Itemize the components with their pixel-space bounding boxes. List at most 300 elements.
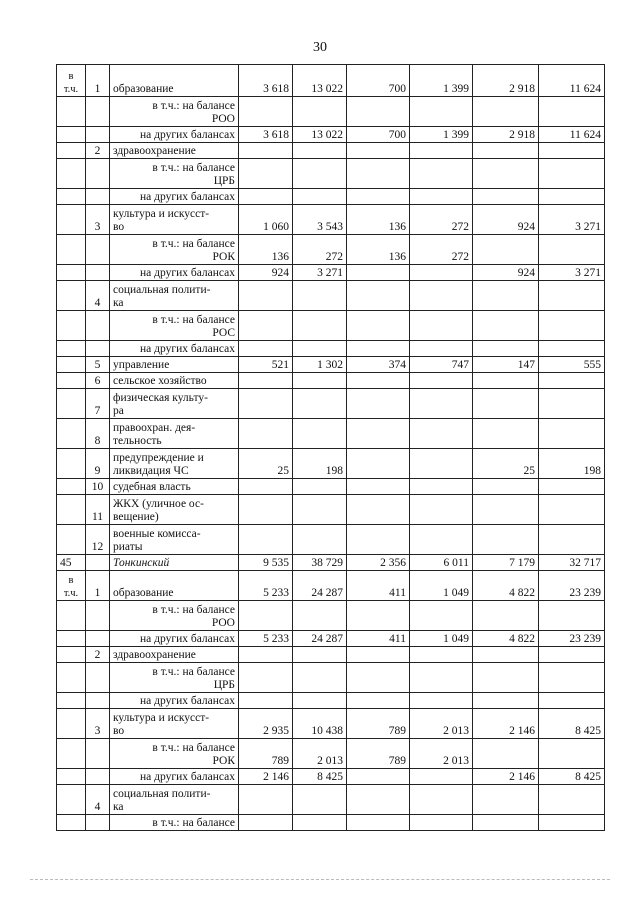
value-cell-2: 38 729 bbox=[293, 555, 347, 571]
value-cell-3: 2 356 bbox=[347, 555, 410, 571]
item-name-cell: здравоохранение bbox=[110, 143, 239, 159]
value-cell-6 bbox=[539, 235, 605, 265]
value-cell-5 bbox=[473, 647, 539, 663]
row-number-cell: 4 bbox=[86, 281, 110, 311]
table-row bbox=[57, 235, 605, 265]
value-cell-6 bbox=[539, 373, 605, 389]
item-name-cell: на других балансах bbox=[110, 341, 239, 357]
value-cell-6 bbox=[539, 495, 605, 525]
value-cell-6 bbox=[539, 601, 605, 631]
row-number-cell: 8 bbox=[86, 419, 110, 449]
table-row bbox=[57, 373, 605, 389]
value-cell-6: 8 425 bbox=[539, 709, 605, 739]
value-cell-6 bbox=[539, 739, 605, 769]
row-number-cell bbox=[86, 265, 110, 281]
item-name-cell: правоохран. дея- тельность bbox=[110, 419, 239, 449]
table-row bbox=[57, 647, 605, 663]
value-cell-5 bbox=[473, 663, 539, 693]
value-cell-5 bbox=[473, 419, 539, 449]
value-cell-6: 555 bbox=[539, 357, 605, 373]
value-cell-1: 5 233 bbox=[239, 571, 293, 601]
row-group-cell: в т.ч. bbox=[57, 65, 86, 97]
value-cell-4 bbox=[410, 601, 473, 631]
value-cell-2 bbox=[293, 419, 347, 449]
value-cell-3 bbox=[347, 479, 410, 495]
row-number-cell: 7 bbox=[86, 389, 110, 419]
value-cell-1 bbox=[239, 189, 293, 205]
value-cell-6 bbox=[539, 815, 605, 831]
value-cell-3 bbox=[347, 341, 410, 357]
value-cell-2 bbox=[293, 341, 347, 357]
value-cell-3 bbox=[347, 495, 410, 525]
item-name-cell: на других балансах bbox=[110, 693, 239, 709]
value-cell-2 bbox=[293, 143, 347, 159]
value-cell-3: 411 bbox=[347, 631, 410, 647]
row-group-cell bbox=[57, 189, 86, 205]
value-cell-1: 5 233 bbox=[239, 631, 293, 647]
value-cell-2: 10 438 bbox=[293, 709, 347, 739]
value-cell-2: 24 287 bbox=[293, 631, 347, 647]
row-number-cell: 2 bbox=[86, 647, 110, 663]
value-cell-2 bbox=[293, 495, 347, 525]
row-number-cell bbox=[86, 631, 110, 647]
table-row bbox=[57, 265, 605, 281]
table-row bbox=[57, 709, 605, 739]
value-cell-2 bbox=[293, 525, 347, 555]
item-name-cell: в т.ч.: на балансе ЦРБ bbox=[110, 159, 239, 189]
value-cell-1 bbox=[239, 525, 293, 555]
row-group-cell bbox=[57, 419, 86, 449]
table-row bbox=[57, 631, 605, 647]
value-cell-3 bbox=[347, 601, 410, 631]
value-cell-3 bbox=[347, 373, 410, 389]
row-group-cell bbox=[57, 709, 86, 739]
item-name-cell: на других балансах bbox=[110, 631, 239, 647]
value-cell-6: 8 425 bbox=[539, 769, 605, 785]
table-row bbox=[57, 281, 605, 311]
value-cell-5 bbox=[473, 693, 539, 709]
value-cell-2 bbox=[293, 693, 347, 709]
value-cell-1 bbox=[239, 341, 293, 357]
row-group-cell bbox=[57, 97, 86, 127]
row-group-cell bbox=[57, 631, 86, 647]
row-number-cell: 1 bbox=[86, 65, 110, 97]
item-name-cell: на других балансах bbox=[110, 189, 239, 205]
value-cell-4 bbox=[410, 663, 473, 693]
table-row bbox=[57, 419, 605, 449]
row-group-cell bbox=[57, 449, 86, 479]
value-cell-6 bbox=[539, 189, 605, 205]
value-cell-3 bbox=[347, 97, 410, 127]
row-group-cell bbox=[57, 647, 86, 663]
value-cell-4: 6 011 bbox=[410, 555, 473, 571]
item-name-cell: образование bbox=[110, 65, 239, 97]
value-cell-3 bbox=[347, 663, 410, 693]
table-row bbox=[57, 525, 605, 555]
row-group-cell bbox=[57, 159, 86, 189]
value-cell-2: 8 425 bbox=[293, 769, 347, 785]
value-cell-4: 1 049 bbox=[410, 631, 473, 647]
value-cell-2: 3 543 bbox=[293, 205, 347, 235]
value-cell-3: 700 bbox=[347, 65, 410, 97]
item-name-cell: в т.ч.: на балансе bbox=[110, 815, 239, 831]
value-cell-5 bbox=[473, 159, 539, 189]
row-number-cell: 1 bbox=[86, 571, 110, 601]
row-number-cell bbox=[86, 739, 110, 769]
value-cell-5 bbox=[473, 143, 539, 159]
value-cell-3: 374 bbox=[347, 357, 410, 373]
table-row bbox=[57, 159, 605, 189]
row-number-cell: 9 bbox=[86, 449, 110, 479]
item-name-cell: предупреждение и ликвидация ЧС bbox=[110, 449, 239, 479]
row-number-cell bbox=[86, 663, 110, 693]
value-cell-2: 1 302 bbox=[293, 357, 347, 373]
value-cell-4: 272 bbox=[410, 205, 473, 235]
row-group-cell bbox=[57, 311, 86, 341]
item-name-cell: социальная полити- ка bbox=[110, 785, 239, 815]
row-group-cell bbox=[57, 525, 86, 555]
value-cell-2: 13 022 bbox=[293, 127, 347, 143]
value-cell-5: 4 822 bbox=[473, 631, 539, 647]
value-cell-2 bbox=[293, 647, 347, 663]
value-cell-6: 3 271 bbox=[539, 205, 605, 235]
row-group-cell bbox=[57, 663, 86, 693]
table-row bbox=[57, 555, 605, 571]
value-cell-5: 147 bbox=[473, 357, 539, 373]
item-name-cell: на других балансах bbox=[110, 127, 239, 143]
item-name-cell: социальная полити- ка bbox=[110, 281, 239, 311]
value-cell-1 bbox=[239, 693, 293, 709]
value-cell-1: 924 bbox=[239, 265, 293, 281]
value-cell-1: 521 bbox=[239, 357, 293, 373]
row-group-cell bbox=[57, 495, 86, 525]
value-cell-4 bbox=[410, 159, 473, 189]
table-row bbox=[57, 693, 605, 709]
value-cell-4 bbox=[410, 525, 473, 555]
value-cell-6 bbox=[539, 785, 605, 815]
row-group-cell: 45 bbox=[57, 555, 86, 571]
item-name-cell: в т.ч.: на балансе РОС bbox=[110, 311, 239, 341]
value-cell-6 bbox=[539, 693, 605, 709]
table-row bbox=[57, 479, 605, 495]
value-cell-2 bbox=[293, 479, 347, 495]
value-cell-5: 4 822 bbox=[473, 571, 539, 601]
value-cell-6: 198 bbox=[539, 449, 605, 479]
value-cell-4: 2 013 bbox=[410, 709, 473, 739]
value-cell-4 bbox=[410, 693, 473, 709]
value-cell-1 bbox=[239, 601, 293, 631]
value-cell-6 bbox=[539, 97, 605, 127]
value-cell-4 bbox=[410, 449, 473, 479]
row-number-cell bbox=[86, 311, 110, 341]
value-cell-1 bbox=[239, 419, 293, 449]
value-cell-3 bbox=[347, 449, 410, 479]
table-row bbox=[57, 739, 605, 769]
table-row bbox=[57, 97, 605, 127]
value-cell-1 bbox=[239, 647, 293, 663]
row-number-cell bbox=[86, 693, 110, 709]
value-cell-6: 32 717 bbox=[539, 555, 605, 571]
value-cell-6: 3 271 bbox=[539, 265, 605, 281]
value-cell-4 bbox=[410, 647, 473, 663]
value-cell-5 bbox=[473, 389, 539, 419]
value-cell-1 bbox=[239, 311, 293, 341]
value-cell-5 bbox=[473, 495, 539, 525]
item-name-cell: образование bbox=[110, 571, 239, 601]
value-cell-2 bbox=[293, 815, 347, 831]
value-cell-6 bbox=[539, 281, 605, 311]
value-cell-2: 3 271 bbox=[293, 265, 347, 281]
value-cell-6 bbox=[539, 525, 605, 555]
value-cell-4 bbox=[410, 815, 473, 831]
table-row bbox=[57, 357, 605, 373]
value-cell-3 bbox=[347, 265, 410, 281]
table-row bbox=[57, 663, 605, 693]
value-cell-4 bbox=[410, 495, 473, 525]
row-number-cell: 3 bbox=[86, 709, 110, 739]
value-cell-1: 9 535 bbox=[239, 555, 293, 571]
budget-table bbox=[56, 64, 605, 831]
value-cell-2: 198 bbox=[293, 449, 347, 479]
value-cell-2 bbox=[293, 663, 347, 693]
value-cell-5 bbox=[473, 739, 539, 769]
row-group-cell bbox=[57, 739, 86, 769]
table-row bbox=[57, 389, 605, 419]
value-cell-5 bbox=[473, 815, 539, 831]
value-cell-5: 7 179 bbox=[473, 555, 539, 571]
value-cell-4: 1 399 bbox=[410, 127, 473, 143]
value-cell-3: 136 bbox=[347, 235, 410, 265]
table-row bbox=[57, 495, 605, 525]
value-cell-6: 23 239 bbox=[539, 631, 605, 647]
district-name-cell: Тонкинский bbox=[110, 555, 239, 571]
value-cell-5 bbox=[473, 281, 539, 311]
item-name-cell: в т.ч.: на балансе ЦРБ bbox=[110, 663, 239, 693]
row-number-cell: 3 bbox=[86, 205, 110, 235]
value-cell-5 bbox=[473, 311, 539, 341]
value-cell-5: 924 bbox=[473, 205, 539, 235]
value-cell-6 bbox=[539, 143, 605, 159]
value-cell-5: 2 146 bbox=[473, 709, 539, 739]
value-cell-1: 789 bbox=[239, 739, 293, 769]
row-group-cell bbox=[57, 341, 86, 357]
row-number-cell bbox=[86, 555, 110, 571]
value-cell-3 bbox=[347, 525, 410, 555]
value-cell-1: 1 060 bbox=[239, 205, 293, 235]
item-name-cell: в т.ч.: на балансе РОО bbox=[110, 97, 239, 127]
row-number-cell bbox=[86, 97, 110, 127]
value-cell-4 bbox=[410, 341, 473, 357]
value-cell-3 bbox=[347, 647, 410, 663]
value-cell-2 bbox=[293, 281, 347, 311]
item-name-cell: в т.ч.: на балансе РОК bbox=[110, 739, 239, 769]
row-number-cell bbox=[86, 769, 110, 785]
value-cell-1: 25 bbox=[239, 449, 293, 479]
value-cell-3 bbox=[347, 281, 410, 311]
value-cell-3 bbox=[347, 143, 410, 159]
value-cell-2 bbox=[293, 601, 347, 631]
row-number-cell bbox=[86, 159, 110, 189]
value-cell-2 bbox=[293, 389, 347, 419]
value-cell-1 bbox=[239, 373, 293, 389]
row-group-cell bbox=[57, 281, 86, 311]
row-number-cell bbox=[86, 127, 110, 143]
value-cell-4: 1 399 bbox=[410, 65, 473, 97]
value-cell-1 bbox=[239, 143, 293, 159]
value-cell-4: 272 bbox=[410, 235, 473, 265]
value-cell-4 bbox=[410, 389, 473, 419]
value-cell-1 bbox=[239, 815, 293, 831]
row-number-cell bbox=[86, 815, 110, 831]
value-cell-3 bbox=[347, 159, 410, 189]
value-cell-4: 747 bbox=[410, 357, 473, 373]
value-cell-4 bbox=[410, 479, 473, 495]
value-cell-2 bbox=[293, 159, 347, 189]
item-name-cell: военные комисса- риаты bbox=[110, 525, 239, 555]
row-group-cell: в т.ч. bbox=[57, 571, 86, 601]
value-cell-5 bbox=[473, 341, 539, 357]
row-number-cell bbox=[86, 189, 110, 205]
row-group-cell bbox=[57, 785, 86, 815]
value-cell-4 bbox=[410, 419, 473, 449]
value-cell-3 bbox=[347, 419, 410, 449]
value-cell-2: 2 013 bbox=[293, 739, 347, 769]
value-cell-4 bbox=[410, 265, 473, 281]
value-cell-1 bbox=[239, 159, 293, 189]
value-cell-4 bbox=[410, 143, 473, 159]
value-cell-1 bbox=[239, 281, 293, 311]
row-number-cell: 10 bbox=[86, 479, 110, 495]
value-cell-2 bbox=[293, 311, 347, 341]
value-cell-4 bbox=[410, 769, 473, 785]
value-cell-5 bbox=[473, 189, 539, 205]
value-cell-5 bbox=[473, 479, 539, 495]
row-number-cell bbox=[86, 341, 110, 357]
page-edge-line bbox=[30, 879, 610, 881]
value-cell-6 bbox=[539, 419, 605, 449]
item-name-cell: ЖКХ (уличное ос- вещение) bbox=[110, 495, 239, 525]
value-cell-4 bbox=[410, 97, 473, 127]
item-name-cell: здравоохранение bbox=[110, 647, 239, 663]
item-name-cell: культура и искусст- во bbox=[110, 709, 239, 739]
value-cell-6 bbox=[539, 647, 605, 663]
row-group-cell bbox=[57, 357, 86, 373]
table-row bbox=[57, 449, 605, 479]
value-cell-4 bbox=[410, 373, 473, 389]
value-cell-5: 2 918 bbox=[473, 65, 539, 97]
value-cell-4 bbox=[410, 281, 473, 311]
item-name-cell: физическая культу- ра bbox=[110, 389, 239, 419]
value-cell-5 bbox=[473, 601, 539, 631]
table-row bbox=[57, 601, 605, 631]
value-cell-6 bbox=[539, 479, 605, 495]
value-cell-6: 11 624 bbox=[539, 127, 605, 143]
row-number-cell: 11 bbox=[86, 495, 110, 525]
value-cell-5: 25 bbox=[473, 449, 539, 479]
value-cell-2 bbox=[293, 97, 347, 127]
value-cell-4: 1 049 bbox=[410, 571, 473, 601]
row-number-cell bbox=[86, 235, 110, 265]
item-name-cell: в т.ч.: на балансе РОК bbox=[110, 235, 239, 265]
row-number-cell: 5 bbox=[86, 357, 110, 373]
value-cell-3 bbox=[347, 311, 410, 341]
value-cell-1 bbox=[239, 495, 293, 525]
value-cell-1: 136 bbox=[239, 235, 293, 265]
row-group-cell bbox=[57, 815, 86, 831]
row-group-cell bbox=[57, 373, 86, 389]
value-cell-1: 3 618 bbox=[239, 127, 293, 143]
item-name-cell: в т.ч.: на балансе РОО bbox=[110, 601, 239, 631]
value-cell-3: 411 bbox=[347, 571, 410, 601]
value-cell-2: 272 bbox=[293, 235, 347, 265]
value-cell-6: 23 239 bbox=[539, 571, 605, 601]
value-cell-6 bbox=[539, 389, 605, 419]
value-cell-2 bbox=[293, 373, 347, 389]
row-group-cell bbox=[57, 127, 86, 143]
value-cell-3: 789 bbox=[347, 739, 410, 769]
value-cell-5 bbox=[473, 785, 539, 815]
value-cell-3 bbox=[347, 189, 410, 205]
value-cell-1 bbox=[239, 479, 293, 495]
page-number: 30 bbox=[313, 40, 327, 55]
value-cell-2 bbox=[293, 785, 347, 815]
value-cell-1 bbox=[239, 97, 293, 127]
value-cell-5 bbox=[473, 235, 539, 265]
row-group-cell bbox=[57, 769, 86, 785]
value-cell-1 bbox=[239, 389, 293, 419]
value-cell-6 bbox=[539, 341, 605, 357]
row-group-cell bbox=[57, 389, 86, 419]
value-cell-1 bbox=[239, 785, 293, 815]
value-cell-2 bbox=[293, 189, 347, 205]
value-cell-6 bbox=[539, 663, 605, 693]
row-number-cell: 6 bbox=[86, 373, 110, 389]
value-cell-3: 700 bbox=[347, 127, 410, 143]
item-name-cell: сельское хозяйство bbox=[110, 373, 239, 389]
table-row bbox=[57, 311, 605, 341]
item-name-cell: судебная власть bbox=[110, 479, 239, 495]
row-group-cell bbox=[57, 143, 86, 159]
item-name-cell: на других балансах bbox=[110, 769, 239, 785]
row-group-cell bbox=[57, 601, 86, 631]
value-cell-1: 2 935 bbox=[239, 709, 293, 739]
value-cell-5: 924 bbox=[473, 265, 539, 281]
value-cell-3: 136 bbox=[347, 205, 410, 235]
table-row bbox=[57, 571, 605, 601]
table-row bbox=[57, 205, 605, 235]
value-cell-4: 2 013 bbox=[410, 739, 473, 769]
table-row bbox=[57, 785, 605, 815]
table-row bbox=[57, 65, 605, 97]
value-cell-3 bbox=[347, 769, 410, 785]
value-cell-3: 789 bbox=[347, 709, 410, 739]
value-cell-3 bbox=[347, 785, 410, 815]
row-number-cell: 2 bbox=[86, 143, 110, 159]
row-group-cell bbox=[57, 235, 86, 265]
value-cell-4 bbox=[410, 189, 473, 205]
table-row bbox=[57, 143, 605, 159]
value-cell-2: 24 287 bbox=[293, 571, 347, 601]
row-number-cell bbox=[86, 601, 110, 631]
table-row bbox=[57, 127, 605, 143]
value-cell-5 bbox=[473, 525, 539, 555]
row-group-cell bbox=[57, 205, 86, 235]
row-number-cell: 4 bbox=[86, 785, 110, 815]
row-group-cell bbox=[57, 265, 86, 281]
value-cell-6: 11 624 bbox=[539, 65, 605, 97]
value-cell-1 bbox=[239, 663, 293, 693]
value-cell-5: 2 918 bbox=[473, 127, 539, 143]
